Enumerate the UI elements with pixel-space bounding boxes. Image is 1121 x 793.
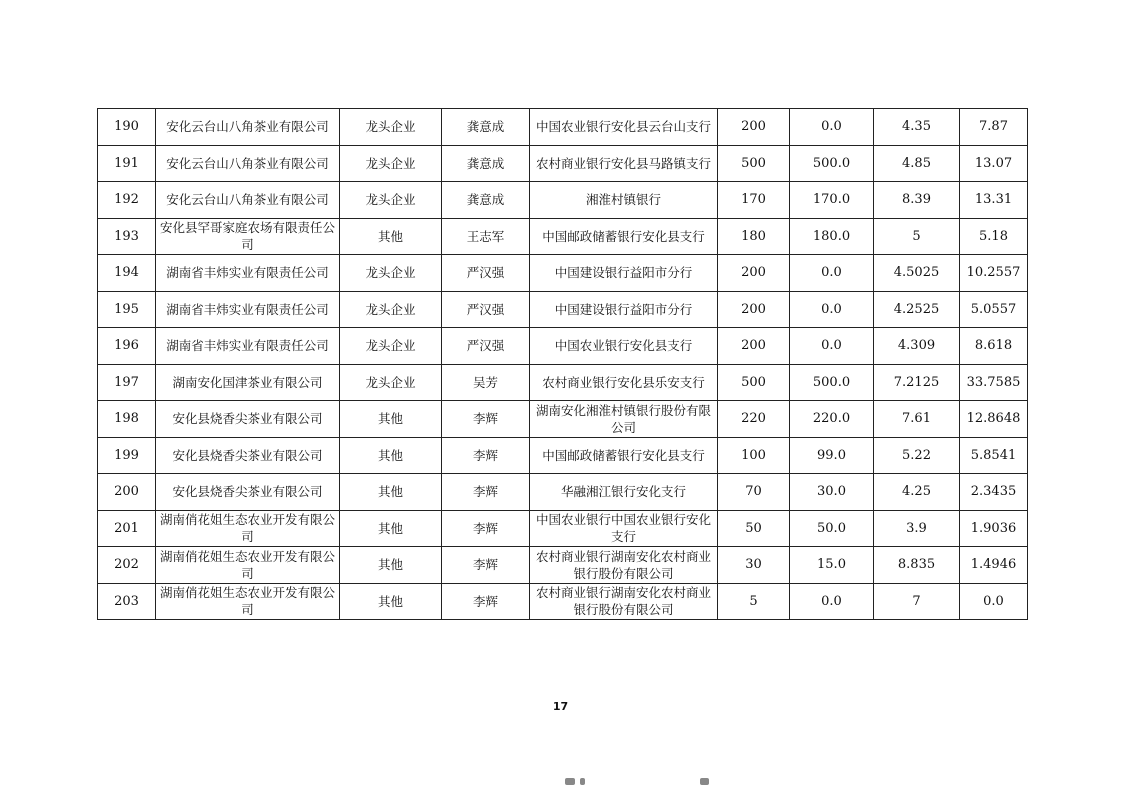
row-number-cell: 199 <box>98 437 156 474</box>
value-cell: 10.2557 <box>960 255 1028 292</box>
company-cell: 湖南省丰炜实业有限责任公司 <box>156 291 340 328</box>
enterprise-type-cell: 其他 <box>340 583 442 620</box>
bank-cell: 湖南安化湘淮村镇银行股份有限公司 <box>530 401 718 438</box>
rate-cell: 7.61 <box>874 401 960 438</box>
enterprise-type-cell: 其他 <box>340 218 442 255</box>
balance-cell: 99.0 <box>790 437 874 474</box>
enterprise-type-cell: 其他 <box>340 547 442 584</box>
bank-cell: 中国农业银行安化县云台山支行 <box>530 109 718 146</box>
table-row <box>98 182 1028 219</box>
company-cell: 安化云台山八角茶业有限公司 <box>156 145 340 182</box>
rate-cell: 8.39 <box>874 182 960 219</box>
amount-cell: 170 <box>718 182 790 219</box>
value-cell: 1.4946 <box>960 547 1028 584</box>
row-number-cell: 192 <box>98 182 156 219</box>
balance-cell: 0.0 <box>790 583 874 620</box>
bank-cell: 湘淮村镇银行 <box>530 182 718 219</box>
row-number-cell: 197 <box>98 364 156 401</box>
value-cell: 0.0 <box>960 583 1028 620</box>
amount-cell: 50 <box>718 510 790 547</box>
balance-cell: 30.0 <box>790 474 874 511</box>
enterprise-type-cell: 其他 <box>340 437 442 474</box>
value-cell: 1.9036 <box>960 510 1028 547</box>
row-number-cell: 191 <box>98 145 156 182</box>
row-number-cell: 190 <box>98 109 156 146</box>
company-cell: 安化县罕哥家庭农场有限责任公司 <box>156 218 340 255</box>
loan-table <box>97 108 1028 620</box>
contact-person-cell: 李辉 <box>442 474 530 511</box>
amount-cell: 200 <box>718 291 790 328</box>
enterprise-type-cell: 龙头企业 <box>340 364 442 401</box>
value-cell: 7.87 <box>960 109 1028 146</box>
value-cell: 5.8541 <box>960 437 1028 474</box>
bank-cell: 农村商业银行湖南安化农村商业银行股份有限公司 <box>530 547 718 584</box>
enterprise-type-cell: 其他 <box>340 510 442 547</box>
rate-cell: 4.85 <box>874 145 960 182</box>
company-cell: 湖南省丰炜实业有限责任公司 <box>156 328 340 365</box>
rate-cell: 4.2525 <box>874 291 960 328</box>
contact-person-cell: 李辉 <box>442 401 530 438</box>
bank-cell: 中国建设银行益阳市分行 <box>530 291 718 328</box>
row-number-cell: 202 <box>98 547 156 584</box>
company-cell: 湖南俏花姐生态农业开发有限公司 <box>156 510 340 547</box>
contact-person-cell: 龚意成 <box>442 109 530 146</box>
balance-cell: 500.0 <box>790 364 874 401</box>
balance-cell: 0.0 <box>790 328 874 365</box>
bank-cell: 农村商业银行湖南安化农村商业银行股份有限公司 <box>530 583 718 620</box>
amount-cell: 100 <box>718 437 790 474</box>
company-cell: 安化云台山八角茶业有限公司 <box>156 182 340 219</box>
contact-person-cell: 李辉 <box>442 437 530 474</box>
bank-cell: 农村商业银行安化县马路镇支行 <box>530 145 718 182</box>
bank-cell: 中国邮政储蓄银行安化县支行 <box>530 218 718 255</box>
table-row <box>98 291 1028 328</box>
rate-cell: 4.25 <box>874 474 960 511</box>
enterprise-type-cell: 龙头企业 <box>340 182 442 219</box>
value-cell: 33.7585 <box>960 364 1028 401</box>
company-cell: 湖南俏花姐生态农业开发有限公司 <box>156 547 340 584</box>
row-number-cell: 196 <box>98 328 156 365</box>
contact-person-cell: 王志军 <box>442 218 530 255</box>
row-number-cell: 198 <box>98 401 156 438</box>
company-cell: 湖南安化国津茶业有限公司 <box>156 364 340 401</box>
row-number-cell: 194 <box>98 255 156 292</box>
rate-cell: 4.5025 <box>874 255 960 292</box>
contact-person-cell: 严汉强 <box>442 328 530 365</box>
balance-cell: 170.0 <box>790 182 874 219</box>
amount-cell: 200 <box>718 328 790 365</box>
contact-person-cell: 李辉 <box>442 510 530 547</box>
bank-cell: 农村商业银行安化县乐安支行 <box>530 364 718 401</box>
contact-person-cell: 严汉强 <box>442 291 530 328</box>
page-number: 17 <box>552 700 569 713</box>
bank-cell: 中国农业银行中国农业银行安化支行 <box>530 510 718 547</box>
contact-person-cell: 龚意成 <box>442 145 530 182</box>
rate-cell: 8.835 <box>874 547 960 584</box>
balance-cell: 0.0 <box>790 109 874 146</box>
contact-person-cell: 吴芳 <box>442 364 530 401</box>
company-cell: 湖南俏花姐生态农业开发有限公司 <box>156 583 340 620</box>
value-cell: 2.3435 <box>960 474 1028 511</box>
row-number-cell: 195 <box>98 291 156 328</box>
enterprise-type-cell: 龙头企业 <box>340 109 442 146</box>
contact-person-cell: 李辉 <box>442 583 530 620</box>
enterprise-type-cell: 其他 <box>340 474 442 511</box>
balance-cell: 0.0 <box>790 255 874 292</box>
amount-cell: 200 <box>718 109 790 146</box>
amount-cell: 180 <box>718 218 790 255</box>
enterprise-type-cell: 龙头企业 <box>340 328 442 365</box>
table-row <box>98 510 1028 547</box>
amount-cell: 30 <box>718 547 790 584</box>
contact-person-cell: 龚意成 <box>442 182 530 219</box>
value-cell: 13.07 <box>960 145 1028 182</box>
row-number-cell: 201 <box>98 510 156 547</box>
balance-cell: 15.0 <box>790 547 874 584</box>
row-number-cell: 203 <box>98 583 156 620</box>
table-body <box>98 109 1028 620</box>
contact-person-cell: 严汉强 <box>442 255 530 292</box>
amount-cell: 200 <box>718 255 790 292</box>
table-row <box>98 364 1028 401</box>
bank-cell: 中国邮政储蓄银行安化县支行 <box>530 437 718 474</box>
balance-cell: 220.0 <box>790 401 874 438</box>
value-cell: 8.618 <box>960 328 1028 365</box>
bank-cell: 中国建设银行益阳市分行 <box>530 255 718 292</box>
scan-artifact <box>700 778 709 785</box>
amount-cell: 5 <box>718 583 790 620</box>
amount-cell: 220 <box>718 401 790 438</box>
rate-cell: 5 <box>874 218 960 255</box>
table-row <box>98 583 1028 620</box>
table-row <box>98 255 1028 292</box>
company-cell: 安化县烧香尖茶业有限公司 <box>156 437 340 474</box>
rate-cell: 4.309 <box>874 328 960 365</box>
table-row <box>98 401 1028 438</box>
table-row <box>98 109 1028 146</box>
table-row <box>98 218 1028 255</box>
enterprise-type-cell: 龙头企业 <box>340 255 442 292</box>
rate-cell: 3.9 <box>874 510 960 547</box>
company-cell: 湖南省丰炜实业有限责任公司 <box>156 255 340 292</box>
company-cell: 安化县烧香尖茶业有限公司 <box>156 401 340 438</box>
company-cell: 安化县烧香尖茶业有限公司 <box>156 474 340 511</box>
contact-person-cell: 李辉 <box>442 547 530 584</box>
amount-cell: 70 <box>718 474 790 511</box>
scan-artifact <box>565 778 575 785</box>
value-cell: 12.8648 <box>960 401 1028 438</box>
value-cell: 13.31 <box>960 182 1028 219</box>
bank-cell: 华融湘江银行安化支行 <box>530 474 718 511</box>
rate-cell: 4.35 <box>874 109 960 146</box>
scan-artifact <box>580 778 585 785</box>
value-cell: 5.0557 <box>960 291 1028 328</box>
balance-cell: 180.0 <box>790 218 874 255</box>
table-row <box>98 547 1028 584</box>
enterprise-type-cell: 龙头企业 <box>340 145 442 182</box>
rate-cell: 7 <box>874 583 960 620</box>
balance-cell: 50.0 <box>790 510 874 547</box>
rate-cell: 5.22 <box>874 437 960 474</box>
row-number-cell: 193 <box>98 218 156 255</box>
table-row <box>98 145 1028 182</box>
value-cell: 5.18 <box>960 218 1028 255</box>
bank-cell: 中国农业银行安化县支行 <box>530 328 718 365</box>
amount-cell: 500 <box>718 145 790 182</box>
row-number-cell: 200 <box>98 474 156 511</box>
table-row <box>98 328 1028 365</box>
enterprise-type-cell: 龙头企业 <box>340 291 442 328</box>
table-row <box>98 474 1028 511</box>
enterprise-type-cell: 其他 <box>340 401 442 438</box>
balance-cell: 500.0 <box>790 145 874 182</box>
balance-cell: 0.0 <box>790 291 874 328</box>
amount-cell: 500 <box>718 364 790 401</box>
table-row <box>98 437 1028 474</box>
company-cell: 安化云台山八角茶业有限公司 <box>156 109 340 146</box>
rate-cell: 7.2125 <box>874 364 960 401</box>
